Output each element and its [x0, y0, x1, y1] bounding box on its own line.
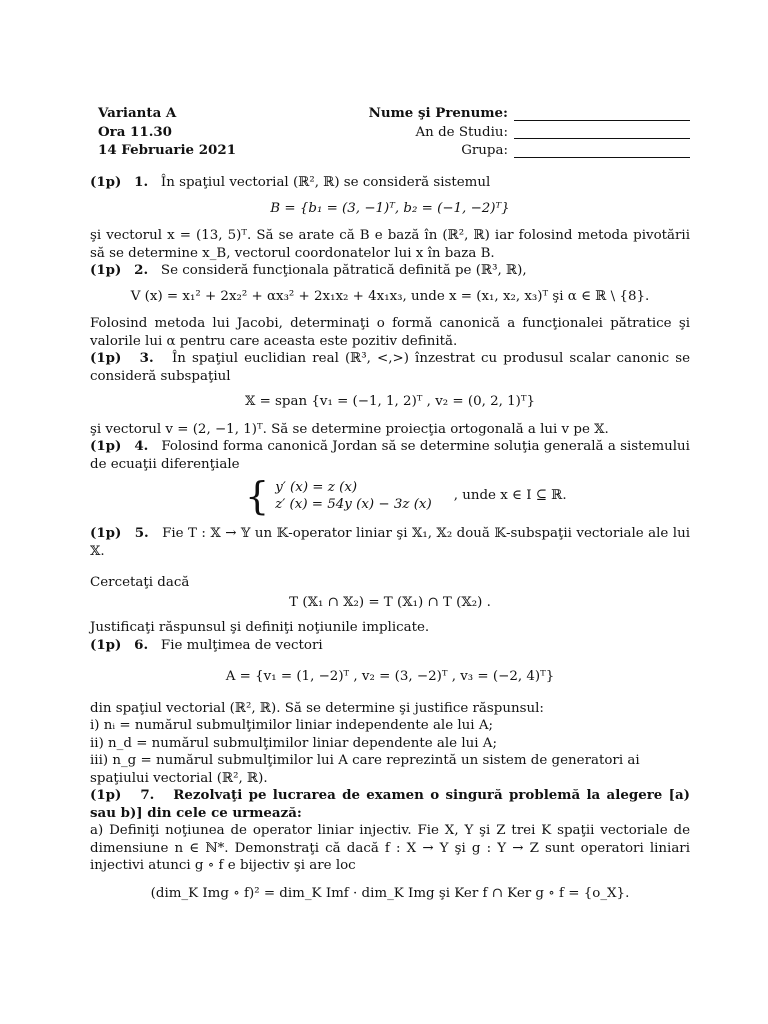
equation-1: y′ (x) = z (x) [275, 480, 358, 495]
problem-intro: În spaţiul euclidian real (ℝ³, <,>) înzestrat cu produsul scalar canonic se consideră subspaţiul [90, 351, 690, 384]
problem-points: (1p) [90, 438, 122, 454]
list-item: iii) n_g = numărul submulţimilor lui A care reprezintă un sistem de generatori ai spaţiului vectorial (ℝ², ℝ). [90, 753, 640, 786]
problem-1 [90, 174, 690, 262]
problem-formula: T (𝕏₁ ∩ 𝕏₂) = T (𝕏₁) ∩ T (𝕏₂) . [289, 594, 491, 610]
name-field[interactable] [514, 108, 690, 121]
problem-points: (1p) [90, 787, 122, 803]
answer-list [90, 717, 690, 787]
problem-intro: Fie T : 𝕏 → 𝕐 un 𝕂-operator liniar şi 𝕏₁, 𝕏₂ două 𝕂-subspaţii vectoriale ale lui 𝕏. [90, 526, 690, 559]
problem-formula: V (x) = x₁² + 2x₂² + αx₃² + 2x₁x₂ + 4x₁x₃, unde x = (x₁, x₂, x₃)ᵀ şi α ∈ ℝ \ {8}. [130, 288, 650, 304]
student-fields [350, 104, 690, 160]
problem-points: (1p) [90, 174, 122, 190]
problem-5 [90, 525, 690, 637]
equation-2: z′ (x) = 54y (x) − 3z (x) [275, 497, 432, 512]
problem-number: 1. [134, 174, 149, 190]
problem-text: din spaţiul vectorial (ℝ², ℝ). Să se determine şi justifice răspunsul: [90, 700, 544, 716]
problem-text: Folosind metoda lui Jacobi, determinaţi o formă canonică a funcţionalei pătratice şi valorile lui α pentru care aceasta este pozitiv definită. [90, 316, 690, 349]
problem-intro: În spaţiul vectorial (ℝ², ℝ) se consideră sistemul [160, 175, 491, 190]
problem-points: (1p) [90, 262, 122, 278]
problem-2 [90, 262, 690, 350]
problem-7 [90, 787, 690, 902]
problem-3 [90, 350, 690, 438]
group-field[interactable] [514, 145, 690, 158]
list-item: i) nᵢ = numărul submulţimilor liniar independente ale lui A; [90, 718, 494, 733]
problem-number: 3. [139, 350, 154, 366]
problem-intro: Se consideră funcţionala pătratică definită pe (ℝ³, ℝ), [160, 263, 527, 278]
problem-formula: 𝕏 = span {v₁ = (−1, 1, 2)ᵀ , v₂ = (0, 2, 1)ᵀ} [244, 394, 536, 409]
problem-points: (1p) [90, 525, 122, 541]
equation-system [245, 474, 690, 518]
list-item: ii) n_d = numărul submulţimilor liniar dependente ale lui A; [90, 735, 497, 751]
problem-text: a) Definiţi noţiunea de operator liniar injectiv. Fie X, Y şi Z trei K spaţii vectoriale de dimensiune n ∈ ℕ*. Demonstraţi că dacă f : X → Y şi g : Y → Z sunt operatori liniari injectivi atunci g ∘ f e bijectiv şi are loc [90, 823, 690, 873]
year-field[interactable] [514, 126, 690, 139]
problem-6 [90, 637, 690, 788]
problem-formula: A = {v₁ = (1, −2)ᵀ , v₂ = (3, −2)ᵀ , v₃ = (−2, 4)ᵀ} [225, 669, 555, 684]
name-label: Nume şi Prenume: [368, 105, 508, 121]
problem-intro: Rezolvaţi pe lucrarea de examen o singură problemă la alegere [a) sau b)] din cele ce urmează: [90, 787, 690, 821]
exam-page [90, 104, 690, 902]
problem-points: (1p) [90, 636, 122, 653]
problem-text: şi vectorul x = (13, 5)ᵀ. Să se arate că B e bază în (ℝ², ℝ) iar folosind metoda pivotării să se determine x_B, vectorul coordonatelor lui x în baza B. [90, 228, 690, 261]
problem-formula: (dim_K Img ∘ f)² = dim_K Imf · dim_K Img şi Ker f ∩ Ker g ∘ f = {o_X}. [150, 885, 630, 901]
problem-number: 4. [134, 438, 149, 454]
problem-formula: B = {b₁ = (3, −1)ᵀ, b₂ = (−1, −2)ᵀ} [270, 200, 510, 216]
year-label: An de Studiu: [415, 124, 508, 140]
problem-4 [90, 438, 690, 518]
problem-number: 6. [134, 636, 149, 653]
group-label: Grupa: [461, 143, 508, 158]
problem-points: (1p) [90, 350, 122, 366]
left-brace: { [245, 474, 270, 518]
problem-number: 7. [140, 787, 155, 803]
problem-number: 2. [134, 262, 149, 278]
exam-header [90, 104, 690, 164]
problem-text: şi vectorul v = (2, −1, 1)ᵀ. Să se determine proiecţia ortogonală a lui v pe 𝕏. [90, 421, 609, 437]
problem-intro: Folosind forma canonică Jordan să se determine soluţia generală a sistemului de ecuaţii diferenţiale [90, 439, 690, 472]
problem-text: Justificaţi răspunsul şi definiţi noţiunile implicate. [90, 620, 430, 635]
variant-label: Varianta A [98, 105, 177, 121]
problem-intro: Fie mulţimea de vectori [160, 637, 323, 653]
problem-lead: Cercetaţi dacă [90, 575, 190, 590]
hour-label: Ora 11.30 [98, 123, 172, 140]
equation-domain: , unde x ∈ I ⊆ ℝ. [453, 488, 567, 504]
problem-number: 5. [134, 525, 149, 541]
exam-info [98, 104, 236, 160]
date-label: 14 Februarie 2021 [98, 142, 237, 158]
